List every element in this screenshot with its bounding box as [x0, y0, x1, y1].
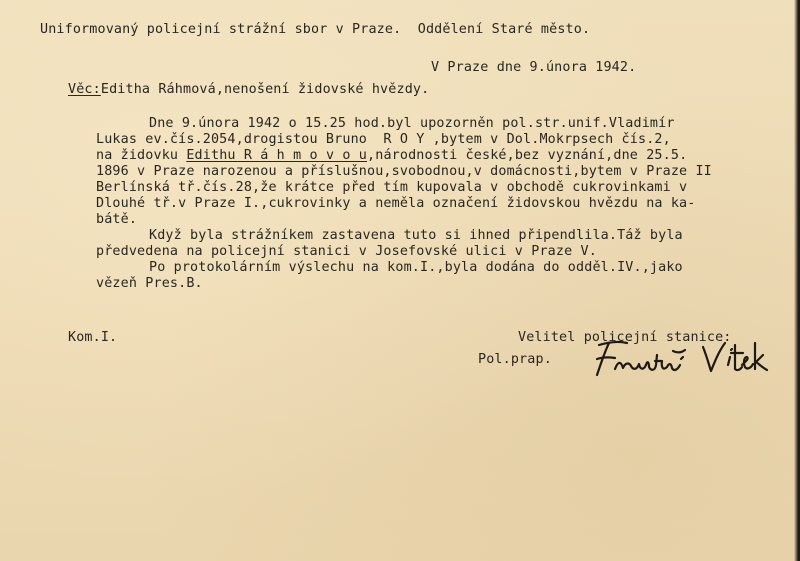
body-line: 1896 v Praze narozenou a příslušnou,svobodnou,v domácnosti,bytem v Praze II [96, 164, 712, 179]
date-line: V Praze dne 9.února 1942. [431, 60, 637, 75]
subject-text: Editha Ráhmová,nenošení židovské hvězdy. [100, 82, 430, 97]
subject-label: Věc: [68, 82, 101, 97]
body-line: Když byla strážníkem zastavena tuto si ihned připendlila.Táž byla [149, 228, 683, 243]
commander-title: Velitel policejní stanice: [518, 330, 732, 345]
body-text: na židovku [96, 148, 187, 163]
body-line [96, 148, 687, 164]
handwritten-signature [585, 335, 780, 395]
body-line: Berlínská tř.čís.28,že krátce před tím kupovala v obchodě cukrovinkami v [96, 180, 688, 195]
body-text: ,národnosti české,bez vyznání,dne 25.5. [367, 148, 688, 163]
department-code: Kom.I. [68, 330, 118, 345]
body-line: předvedena na policejní stanici v Josefovské ulici v Praze V. [96, 244, 597, 259]
rank-label: Pol.prap. [478, 352, 552, 367]
body-line: bátě. [96, 212, 138, 227]
body-line: Dne 9.února 1942 o 15.25 hod.byl upozorněn pol.str.unif.Vladimír [149, 116, 675, 131]
body-line: Dlouhé tř.v Praze I.,cukrovinky a neměla označení židovskou hvězdu na ka- [96, 196, 696, 211]
subject-line [68, 82, 429, 98]
page-edge [794, 0, 800, 561]
body-line: vězeň Pres.B. [96, 276, 203, 291]
person-name: Edithu R á h m o v o u [186, 148, 368, 163]
header-organization: Uniformovaný policejní strážní sbor v Praze. Oddělení Staré město. [40, 22, 591, 37]
body-line: Lukas ev.čís.2054,drogistou Bruno R O Y ,bytem v Dol.Mokrpsech čís.2, [96, 132, 671, 147]
body-line: Po protokolárním výslechu na kom.I.,byla dodána do odděl.IV.,jako [149, 260, 683, 275]
